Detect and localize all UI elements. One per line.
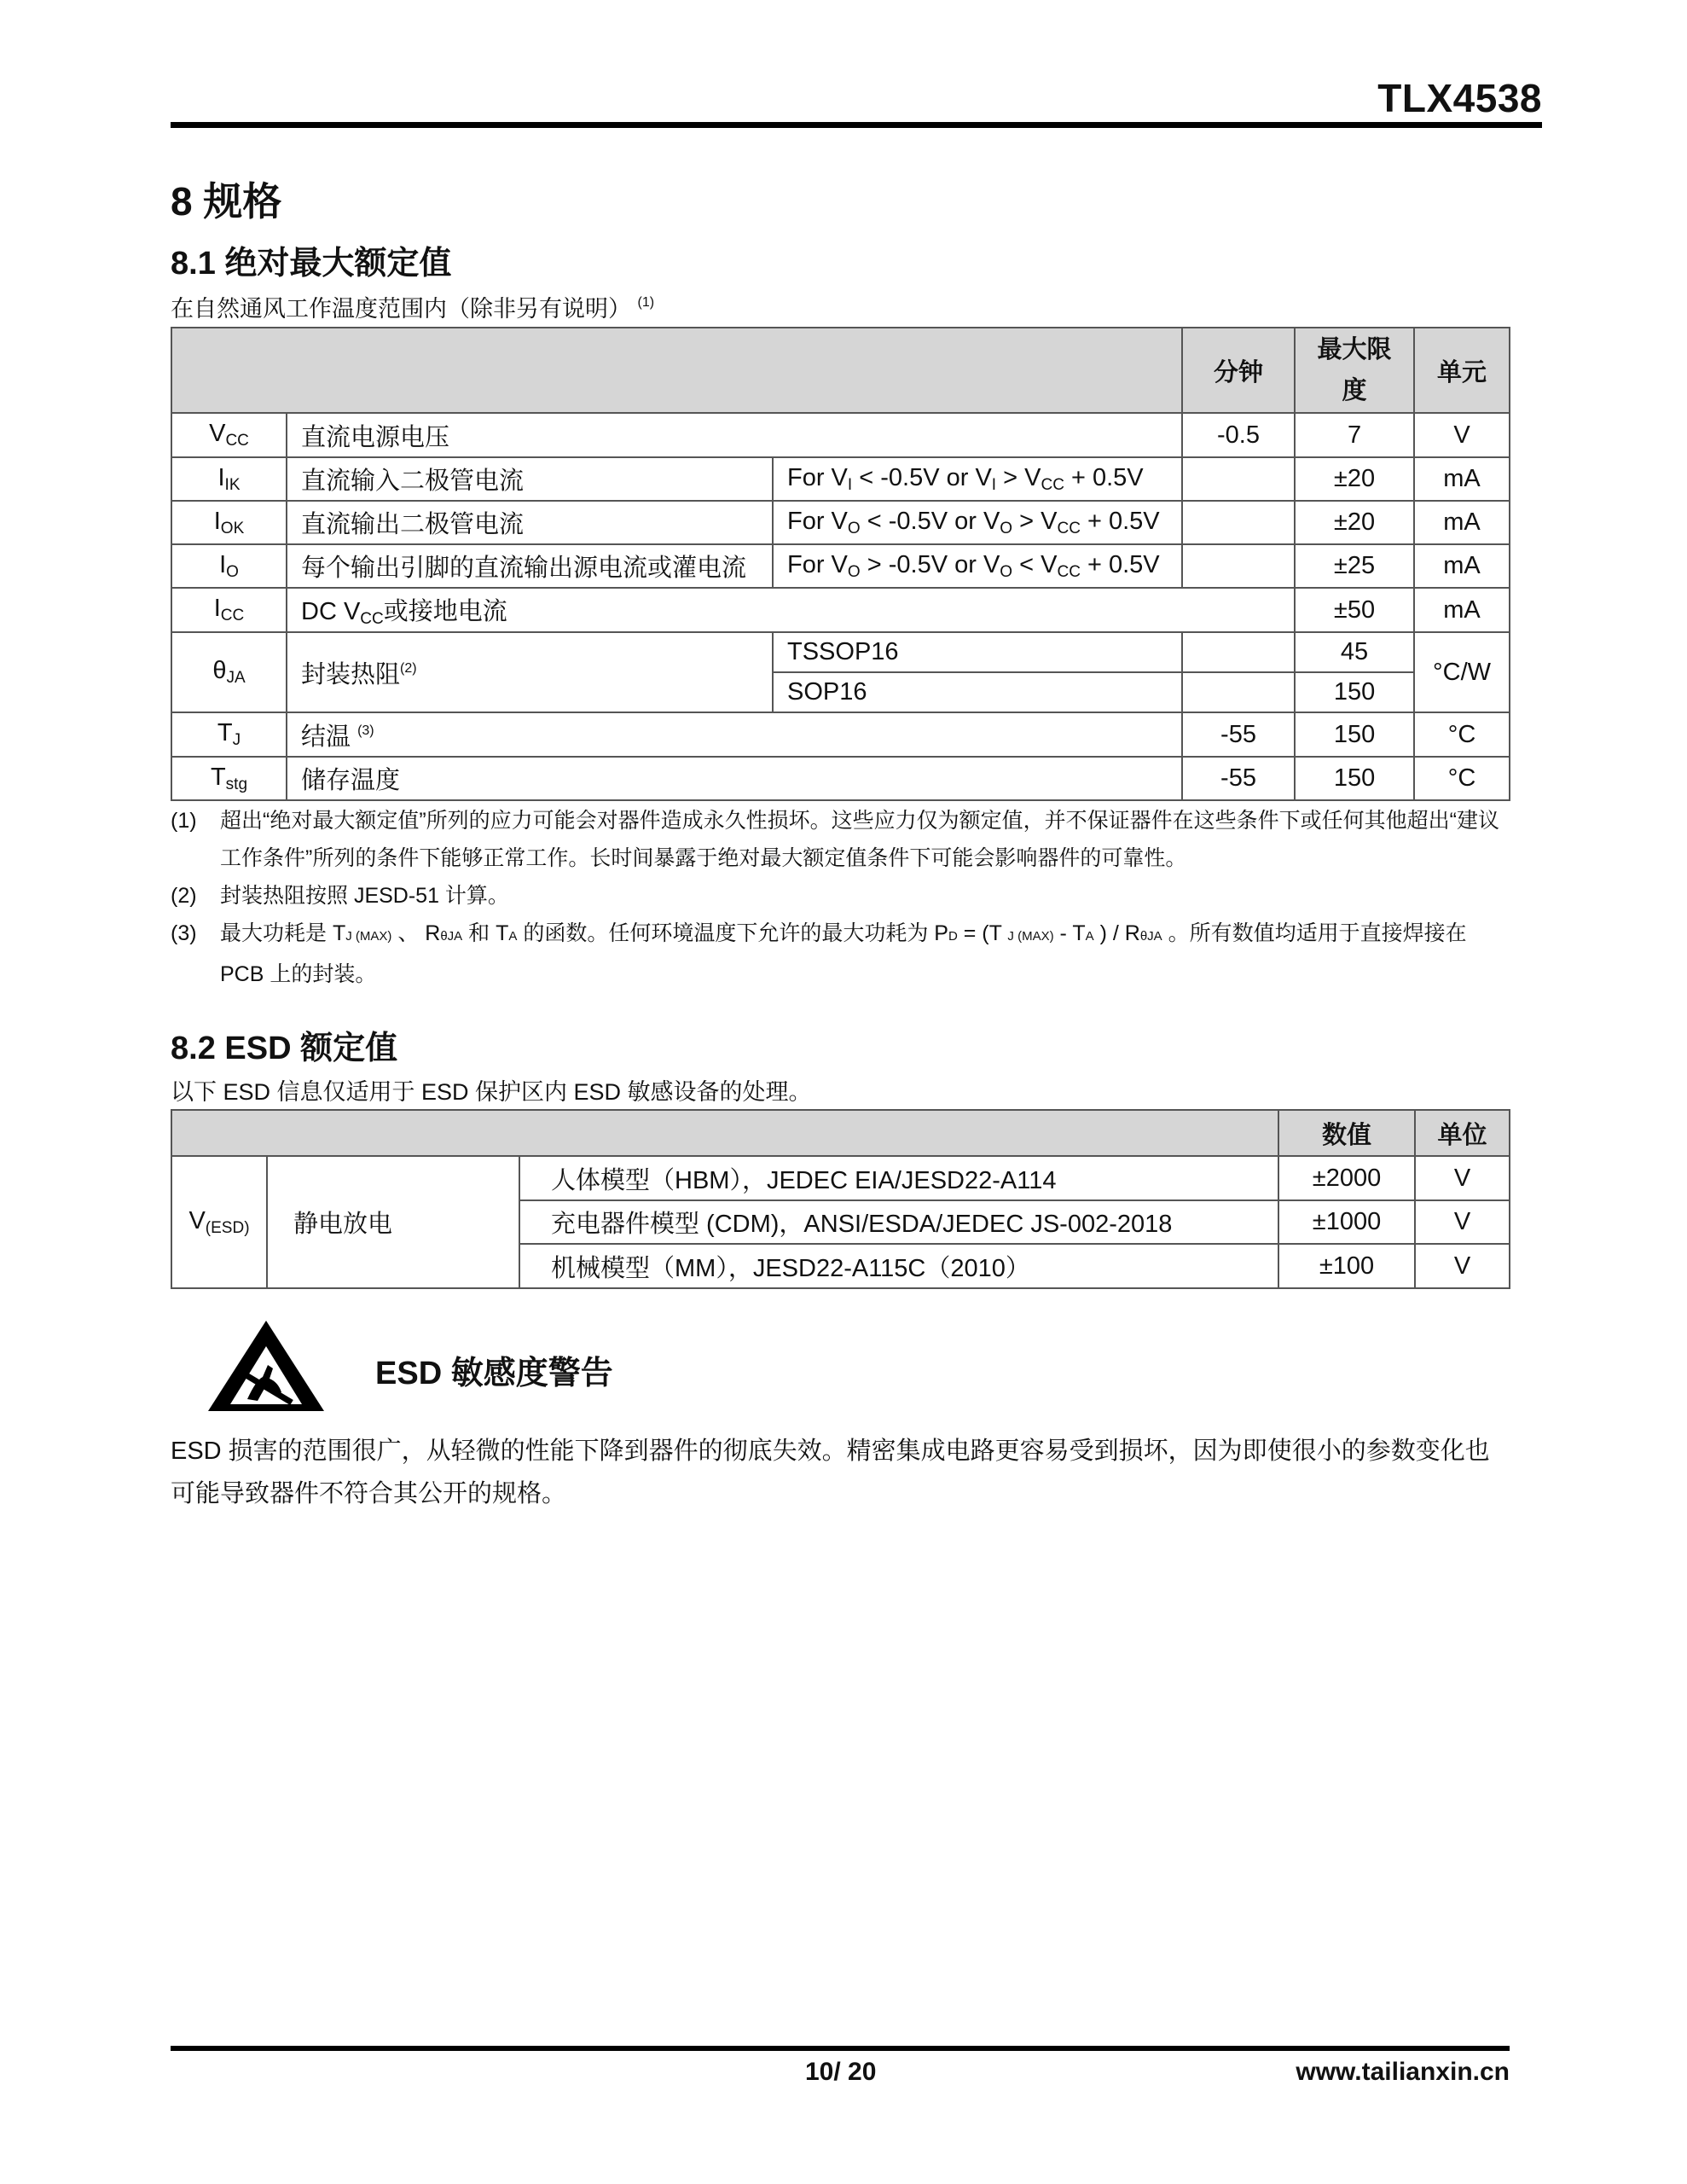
parameter: 静电放电: [267, 1156, 519, 1288]
package: TSSOP16: [773, 632, 1182, 672]
footnote-ref: (1): [637, 295, 655, 310]
table-row: [171, 632, 1510, 672]
unit-value: °C/W: [1414, 632, 1510, 712]
table-row: [171, 712, 1510, 757]
unit-value: mA: [1414, 588, 1510, 632]
condition: For $V_I < -0.5V$ or $V_I > V_{CC} + 0.5V$: [773, 457, 1182, 501]
symbol: $V_{CC}$: [171, 413, 287, 457]
symbol: $I_{CC}$: [171, 588, 287, 632]
table-row: [171, 757, 1510, 800]
page-number: 10/ 20: [805, 2058, 877, 2086]
parameter: 储存温度: [287, 757, 1182, 800]
min-value: [1182, 457, 1295, 501]
min-value: [1182, 672, 1295, 712]
table-header-row: [171, 1110, 1510, 1156]
document-title: TLX4538: [1377, 76, 1542, 120]
header-unit: 单位: [1415, 1110, 1510, 1156]
min-value: [1182, 501, 1295, 544]
abs-max-table: [171, 327, 1510, 801]
parameter: 直流输入二极管电流: [287, 457, 773, 501]
esd-warning-text: ESD 损害的范围很广，从轻微的性能下降到器件的彻底失效。精密集成电路更容易受到损坏，因为即使很小的参数变化也可能导致器件不符合其公开的规格。: [171, 1438, 1490, 1507]
parameter: 每个输出引脚的直流输出源电流或灌电流: [287, 544, 773, 588]
unit-value: mA: [1414, 501, 1510, 544]
max-value: ±25: [1295, 544, 1414, 588]
unit-value: V: [1414, 413, 1510, 457]
parameter: DC $V_{CC}$或接地电流: [287, 588, 1295, 632]
parameter: 封装热阻$^{(2)}$: [287, 632, 773, 712]
symbol: $\theta_{JA}$: [171, 632, 287, 712]
esd-note: 以下 ESD 信息仅适用于 ESD 保护区内 ESD 敏感设备的处理。: [171, 1079, 812, 1105]
header-blank: [171, 328, 1182, 413]
max-value: ±20: [1295, 501, 1414, 544]
symbol: $T_{stg}$: [171, 757, 287, 800]
footnote-2: (2) 封装热阻按照 JESD-51 计算。: [171, 884, 509, 908]
min-value: [1182, 632, 1295, 672]
table-row: [171, 588, 1510, 632]
symbol: $I_{OK}$: [171, 501, 287, 544]
max-value: 150: [1295, 672, 1414, 712]
website-link[interactable]: www.tailianxin.cn: [1296, 2058, 1510, 2086]
esd-unit: V: [1415, 1244, 1510, 1288]
max-value: 45: [1295, 632, 1414, 672]
header-value: 数值: [1278, 1110, 1415, 1156]
min-value: -0.5: [1182, 413, 1295, 457]
table-row: [171, 544, 1510, 588]
subsection-title-abs-max: 8.1 绝对最大额定值: [171, 246, 452, 282]
max-value: 150: [1295, 757, 1414, 800]
section-title: 8 规格: [171, 179, 282, 224]
table-row: [171, 501, 1510, 544]
esd-unit: V: [1415, 1200, 1510, 1244]
condition: For $V_O > -0.5V$ or $V_O < V_{CC} + 0.5V$: [773, 544, 1182, 588]
min-value: [1182, 544, 1295, 588]
esd-table: [171, 1109, 1510, 1289]
unit-value: mA: [1414, 544, 1510, 588]
esd-warning-icon: [206, 1321, 326, 1413]
esd-model: 充电器件模型 (CDM)，ANSI/ESDA/JEDEC JS-002-2018: [519, 1200, 1278, 1244]
max-value: ±20: [1295, 457, 1414, 501]
header-unit: 单元: [1414, 328, 1510, 413]
footer-rule: [171, 2046, 1510, 2051]
symbol: $I_O$: [171, 544, 287, 588]
esd-value: ±1000: [1278, 1200, 1415, 1244]
header-max: 最大限 度: [1295, 328, 1414, 413]
max-value: 7: [1295, 413, 1414, 457]
subsection-title-esd: 8.2 ESD 额定值: [171, 1031, 398, 1066]
parameter: 结温 $^{(3)}$: [287, 712, 1182, 757]
footnote-3: (3) 最大功耗是 TJ (MAX) 、 RθJA 和 TA 的函数。任何环境温度下允许的最大功耗为 PD = (T J (MAX) - TA ) / RθJA 。所有数值均适用于直接焊接在 PCB 上的封装。: [171, 921, 1467, 986]
esd-value: ±2000: [1278, 1156, 1415, 1200]
esd-model: 人体模型（HBM），JEDEC EIA/JESD22-A114: [519, 1156, 1278, 1200]
unit-value: °C: [1414, 757, 1510, 800]
parameter: 直流电源电压: [287, 413, 1182, 457]
symbol: $I_{IK}$: [171, 457, 287, 501]
footnote-1: (1) 超出“绝对最大额定值”所列的应力可能会对器件造成永久性损坏。这些应力仅为额定值，并不保证器件在这些条件下或任何其他超出“建议工作条件”所列的条件下能够正常工作。长时间暴露于绝对最大额定值条件下可能会影响器件的可靠性。: [171, 809, 1499, 870]
table-header-row: [171, 328, 1510, 413]
table-row: [171, 413, 1510, 457]
esd-unit: V: [1415, 1156, 1510, 1200]
esd-model: 机械模型（MM），JESD22-A115C（2010）: [519, 1244, 1278, 1288]
package: SOP16: [773, 672, 1182, 712]
header-blank: [171, 1110, 1278, 1156]
abs-max-condition-note: 在自然通风工作温度范围内（除非另有说明） $^{(1)}$: [171, 295, 655, 322]
symbol: $V_{(ESD)}$: [171, 1156, 267, 1288]
max-value: 150: [1295, 712, 1414, 757]
esd-warning-title: ESD 敏感度警告: [375, 1356, 613, 1391]
header-min: 分钟: [1182, 328, 1295, 413]
header-rule: [171, 122, 1542, 128]
min-value: -55: [1182, 757, 1295, 800]
unit-value: mA: [1414, 457, 1510, 501]
footnotes: [171, 802, 1509, 993]
esd-value: ±100: [1278, 1244, 1415, 1288]
condition: For $V_O < -0.5V$ or $V_O > V_{CC} + 0.5V$: [773, 501, 1182, 544]
table-row: [171, 457, 1510, 501]
min-value: -55: [1182, 712, 1295, 757]
table-row: [171, 1156, 1510, 1200]
parameter: 直流输出二极管电流: [287, 501, 773, 544]
unit-value: °C: [1414, 712, 1510, 757]
max-value: ±50: [1295, 588, 1414, 632]
symbol: $T_J$: [171, 712, 287, 757]
